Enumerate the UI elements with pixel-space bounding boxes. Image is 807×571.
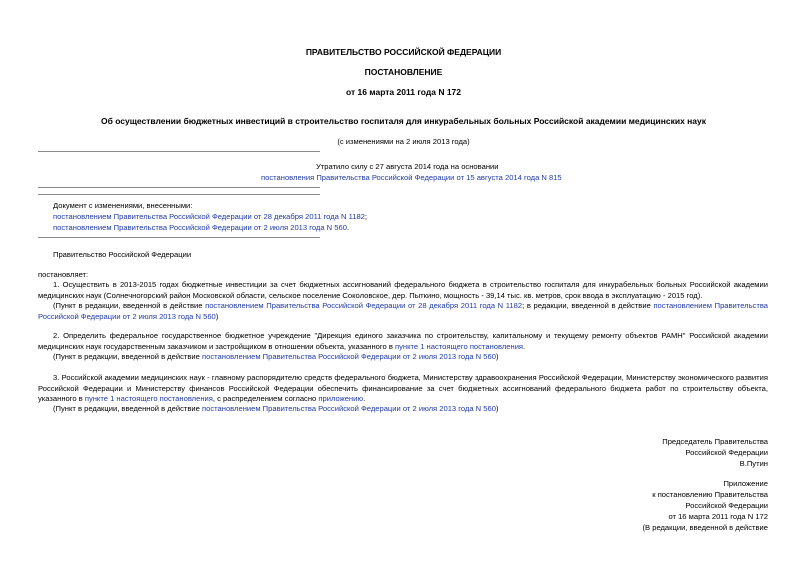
appendix-title: Приложение	[723, 479, 768, 488]
appendix-link[interactable]: приложению	[318, 394, 364, 404]
note-text: )	[215, 311, 219, 321]
divider	[38, 237, 320, 238]
paragraph-2	[38, 331, 768, 352]
paragraph-1: 1. Осуществить в 2013-2015 годах бюджетные инвестиции за счет бюджетных ассигнований федерального бюджета в строительство госпиталя для инкурабельных больных Российской академии медицинских наук (Солнечногорский район Московской области, сельское поселение Соколовское, дер. Пыткино, мощность - 39,14 тыс. кв. метров, срок ввода в эксплуатацию - 2015 год).	[38, 280, 768, 300]
note-link[interactable]: постановлением Правительства Российской Федерации от 2 июля 2013 года N 560	[202, 404, 496, 413]
appendix-ref-line: к постановлению Правительства	[652, 490, 768, 499]
signature-organization: Российской Федерации	[685, 448, 768, 457]
divider	[38, 187, 320, 188]
separator: ;	[364, 212, 368, 221]
document-type: ПОСТАНОВЛЕНИЕ	[364, 67, 443, 77]
paragraph-text: 2. Определить федеральное государственное бюджетное учреждение "Дирекция единого заказчика по строительству, капитальному и текущему ремонту объектов РАМН" Российской академии медицинских наук государственным заказчиком и застройщиком в отношении объекта, указанного в	[38, 331, 768, 351]
paragraph-1-note	[38, 301, 768, 322]
paragraph-text: .	[363, 394, 366, 404]
changes-note: (с изменениями на 2 июля 2013 года)	[337, 137, 470, 146]
note-text: )	[495, 352, 499, 361]
issuer: Правительство Российской Федерации	[53, 250, 192, 259]
decrees-label: постановляет:	[38, 270, 89, 279]
paragraph-3-note	[38, 404, 768, 415]
note-text: ; в редакции, введенной в действие	[522, 301, 654, 310]
paragraph-link[interactable]: пункте 1 настоящего постановления	[394, 341, 524, 351]
appendix-ref-date: от 16 марта 2011 года N 172	[668, 512, 768, 521]
separator: .	[346, 223, 350, 232]
note-text: (Пункт в редакции, введенной в действие	[53, 404, 203, 413]
divider	[38, 151, 320, 152]
lost-force-link[interactable]: постановления Правительства Российской Федерации от 15 августа 2014 года N 815	[261, 173, 562, 182]
note-link[interactable]: постановлением Правительства Российской Федерации от 28 декабря 2011 года N 1182	[205, 301, 523, 310]
note-link[interactable]: постановлением Правительства Российской Федерации от 2 июля 2013 года N 560	[202, 352, 496, 361]
document-date-number: от 16 марта 2011 года N 172	[345, 87, 462, 97]
amendment-link-2[interactable]: постановлением Правительства Российской Федерации от 2 июля 2013 года N 560	[53, 223, 347, 232]
amendment-link-1[interactable]: постановлением Правительства Российской Федерации от 28 декабря 2011 года N 1182	[53, 212, 365, 221]
document-title: Об осуществлении бюджетных инвестиций в строительство госпиталя для инкурабельных больных Российской академии медицинских наук	[100, 116, 707, 126]
signature-position: Председатель Правительства	[662, 437, 768, 446]
paragraph-link[interactable]: пункте 1 настоящего постановления	[84, 394, 213, 404]
lost-force-text: Утратило силу с 27 августа 2014 года на основании	[316, 162, 499, 171]
amendments-intro: Документ с изменениями, внесенными:	[53, 201, 193, 210]
signature-name: В.Путин	[739, 459, 768, 468]
paragraph-text: .	[523, 341, 526, 351]
appendix-edition-note: (В редакции, введенной в действие	[642, 523, 768, 532]
appendix-ref-line: Российской Федерации	[685, 501, 768, 510]
divider	[38, 194, 320, 195]
note-text: (Пункт в редакции, введенной в действие	[53, 301, 206, 310]
amendment-line-1	[53, 212, 367, 222]
government-title: ПРАВИТЕЛЬСТВО РОССИЙСКОЙ ФЕДЕРАЦИИ	[305, 47, 502, 57]
note-link[interactable]: постановлением Правительства Российской Федерации от 2 июля 2013 года N 560	[38, 301, 768, 321]
note-text: (Пункт в редакции, введенной в действие	[53, 352, 203, 361]
amendment-line-2	[53, 223, 349, 233]
paragraph-2-note	[38, 352, 768, 363]
paragraph-text: , с распределением согласно	[212, 394, 319, 404]
paragraph-text: 3. Российской академии медицинских наук - главному распорядителю средств федерального бюджета, Министерству здравоохранения Российской Федерации, Министерству экономического развития Российской Федерации и Министерству финансов Российской Федерации обеспечить финансирование за счет бюджетных ассигнований федерального бюджета работ по строительству объекта, указанного в	[38, 373, 768, 404]
paragraph-3	[38, 373, 768, 405]
note-text: )	[495, 404, 499, 413]
